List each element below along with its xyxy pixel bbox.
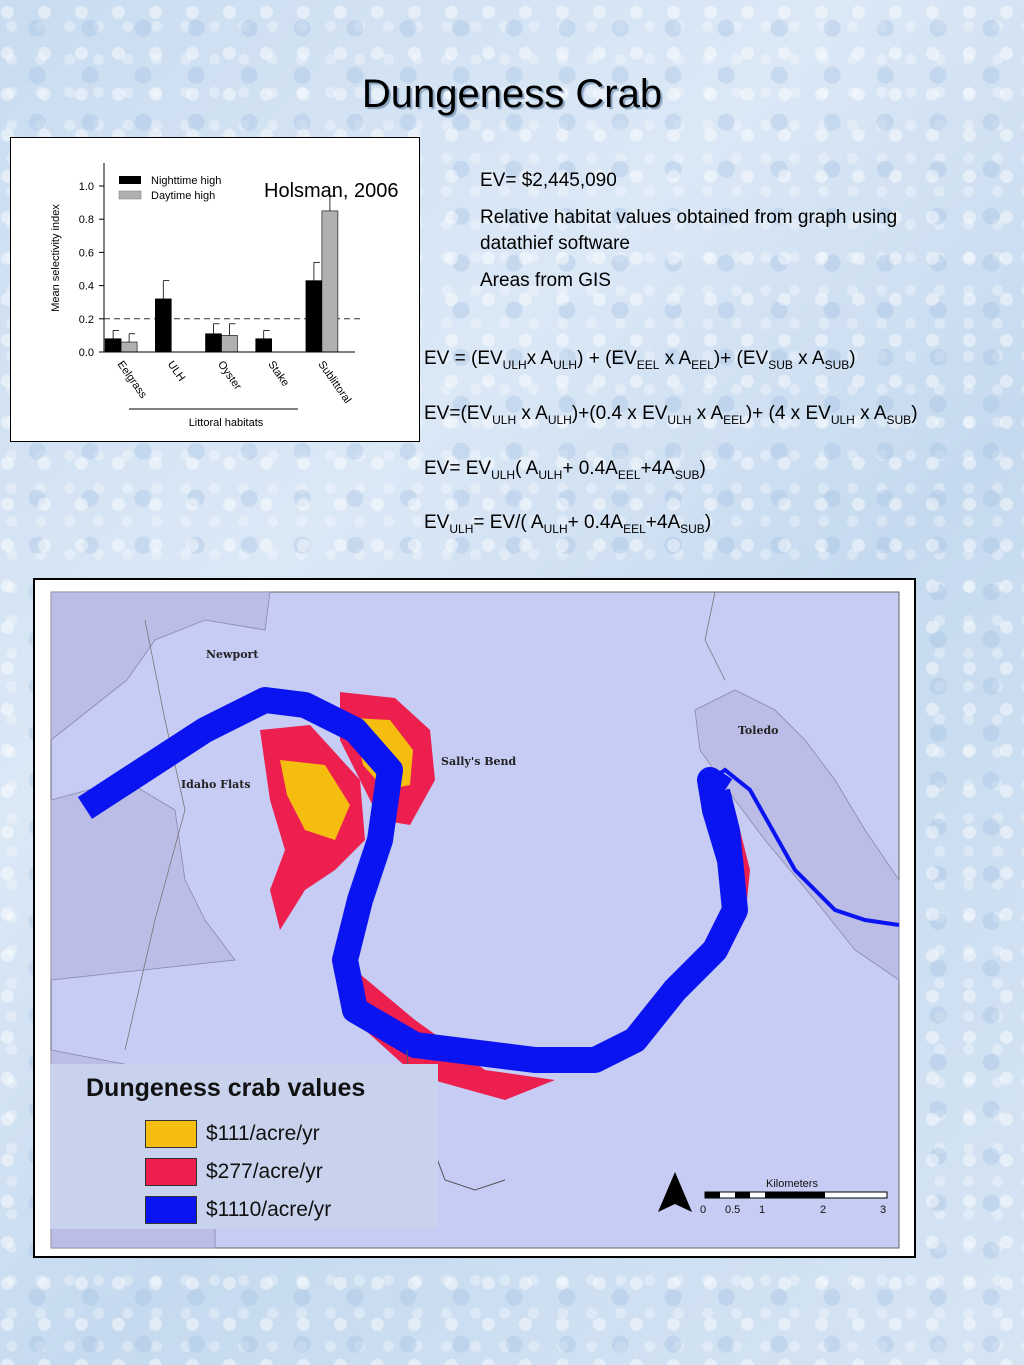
legend-label-nighttime: Nighttime high xyxy=(151,175,222,187)
scale-label-0: 0 xyxy=(700,1204,707,1216)
scale-label-1: 1 xyxy=(759,1204,766,1216)
bar-0-0 xyxy=(105,339,121,352)
bar-0-1 xyxy=(155,299,171,352)
areas-note: Areas from GIS xyxy=(480,270,611,291)
category-label-1: ULH xyxy=(164,358,188,384)
equation-2: $EV=(EV_{ULH}$ x $A_{ULH})+(0.4$ x $EV_{ULH}$ x $A_{EEL})+ (4$ x $EV_{ULH}$ x $A_{SUB}$) xyxy=(424,403,918,427)
y-tick-label-4: 0.8 xyxy=(78,214,94,227)
y-tick-label-5: 1.0 xyxy=(78,181,94,193)
town-label-newport: Newport xyxy=(206,648,259,661)
bar-1-2 xyxy=(222,335,238,352)
legend-label-277: $277/acre/yr xyxy=(206,1160,323,1183)
bar-0-3 xyxy=(256,339,272,352)
scale-label-0-5: 0.5 xyxy=(725,1204,741,1216)
notes-block xyxy=(480,168,950,305)
legend-swatch-nighttime xyxy=(119,176,141,184)
category-label-3: Stake xyxy=(265,358,292,389)
map-legend-title: Dungeness crab values xyxy=(86,1074,366,1102)
bar-1-0 xyxy=(121,342,137,352)
scale-title: Kilometers xyxy=(766,1178,818,1190)
y-axis-label: Mean selectivity index xyxy=(50,204,62,312)
scale-label-3: 3 xyxy=(880,1204,887,1216)
y-tick-label-0: 0.0 xyxy=(78,347,94,359)
y-tick-label-2: 0.4 xyxy=(78,280,94,293)
citation: Holsman, 2006 xyxy=(264,180,399,202)
y-tick-label-3: 0.6 xyxy=(78,247,94,260)
slide-title: Dungeness Crab xyxy=(361,72,663,116)
bar-0-2 xyxy=(206,334,222,352)
legend-label-daytime: Daytime high xyxy=(151,190,216,202)
y-tick-label-1: 0.2 xyxy=(78,313,94,326)
equation-1: EV = ($EV_{ULH}x$ $A_{ULH}) + (EV_{EEL}$ x $A_{EEL})+ (EV_{SUB}$ x $A_{SUB}$) xyxy=(424,348,856,372)
town-label-idaho-flats: Idaho Flats xyxy=(181,778,251,791)
legend-swatch-111 xyxy=(145,1120,197,1148)
town-label-toledo: Toledo xyxy=(738,724,779,737)
scale-bar-segment-1 xyxy=(705,1192,720,1198)
legend-swatch-277 xyxy=(145,1158,197,1186)
scale-bar-segment-3 xyxy=(765,1192,825,1198)
relative-values-note: Relative habitat values obtained from graph using datathief software xyxy=(480,207,898,254)
bar-0-4 xyxy=(306,281,322,352)
town-label-sallys-bend: Sally's Bend xyxy=(441,755,517,768)
equation-4: $EV_{ULH}= EV/$( $A_{ULH}+ 0.4A_{EEL}+4A_{SUB}$) xyxy=(424,512,712,536)
scale-label-2: 2 xyxy=(820,1204,827,1216)
legend-label-1110: $1110/acre/yr xyxy=(206,1198,332,1221)
legend-swatch-daytime xyxy=(119,191,141,199)
scale-bar-segment-2 xyxy=(735,1192,750,1198)
x-axis-label: Littoral habitats xyxy=(188,417,264,429)
category-label-4: Sublittoral xyxy=(315,358,354,406)
bar-1-4 xyxy=(322,211,338,352)
category-label-0: Eelgrass xyxy=(114,358,150,401)
category-label-2: Oyster xyxy=(215,358,244,393)
ev-total-note: EV= $2,445,090 xyxy=(480,170,617,191)
equation-3: $EV= EV_{ULH}$( $A_{ULH}+ 0.4A_{EEL}+4A_{SUB}$) xyxy=(424,458,706,482)
legend-label-111: $111/acre/yr xyxy=(206,1122,320,1145)
legend-swatch-1110 xyxy=(145,1196,197,1224)
